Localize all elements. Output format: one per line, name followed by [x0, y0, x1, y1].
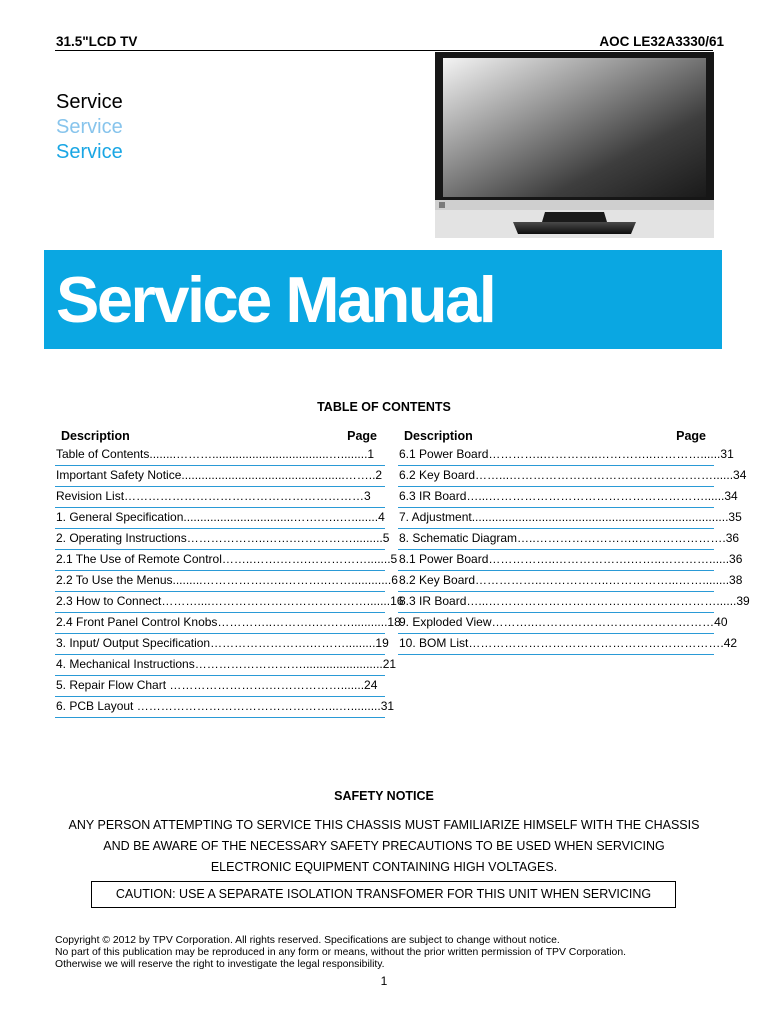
toc-entry[interactable]: 2.4 Front Panel Control Knobs…………..……….….……...........18: [55, 613, 385, 634]
safety-notice-body: [40, 815, 728, 878]
header-rule: [55, 50, 713, 51]
toc-entry[interactable]: 1. General Specification.................................…….…..…........4: [55, 508, 385, 529]
toc-entry[interactable]: 6.3 IR Board…...………………………………………………......34: [398, 487, 714, 508]
toc-entry[interactable]: 2.2 To Use the Menus.........…………….…..………..……............6: [55, 571, 385, 592]
toc-left-column: [55, 428, 404, 718]
caution-box: CAUTION: USE A SEPARATE ISOLATION TRANSFOMER FOR THIS UNIT WHEN SERVICING: [91, 881, 676, 908]
toc-entry[interactable]: Important Safety Notice.................................................……..2: [55, 466, 385, 487]
copyright-notice: [55, 935, 715, 970]
toc-right-header: [398, 428, 714, 445]
toc-entry[interactable]: 2. Operating Instructions………………..…….…………….........5: [55, 529, 385, 550]
safety-notice-title: SAFETY NOTICE: [334, 789, 434, 803]
toc-entry[interactable]: 8. Schematic Diagram…..……………………..………………….36: [398, 529, 714, 550]
toc-right-column: [398, 428, 750, 655]
toc-entry[interactable]: 6. PCB Layout …………………………………………...….........31: [55, 697, 385, 718]
toc-entry[interactable]: 7. Adjustment.............................................................................35: [398, 508, 714, 529]
safety-notice-line: ANY PERSON ATTEMPTING TO SERVICE THIS CHASSIS MUST FAMILIARIZE HIMSELF WITH THE CHASSIS: [68, 818, 700, 832]
toc-entry[interactable]: 9. Exploded View………..………………………………………40: [398, 613, 714, 634]
service-manual-banner: Service Manual: [44, 250, 722, 349]
toc-entry[interactable]: Table of Contents........………...................................…........1: [55, 445, 385, 466]
safety-notice-line: ELECTRONIC EQUIPMENT CONTAINING HIGH VOLTAGES.: [210, 860, 558, 874]
toc-entry[interactable]: 10. BOM List……………………………………………………….42: [398, 634, 714, 655]
toc-entry[interactable]: Revision List……………………………………………………3: [55, 487, 385, 508]
service-word-black: Service: [56, 91, 123, 113]
safety-notice-line: AND BE AWARE OF THE NECESSARY SAFETY PRECAUTIONS TO BE USED WHEN SERVICING: [103, 839, 665, 853]
copyright-line: Copyright © 2012 by TPV Corporation. All rights reserved. Specifications are subject to change without notice.: [55, 935, 560, 946]
toc-entry[interactable]: 2.3 How to Connect………....………………………………….......16: [55, 592, 385, 613]
toc-left-header: [55, 428, 385, 445]
toc-entry[interactable]: 6.2 Key Board……...……………………………………………......34: [398, 466, 714, 487]
toc-entry[interactable]: 4. Mechanical Instructions………………………........................21: [55, 655, 385, 676]
toc-entry[interactable]: 8.2 Key Board……………..……………..……………...……........38: [398, 571, 714, 592]
toc-right-description-header: Description: [404, 429, 473, 443]
page-number: 1: [380, 974, 388, 988]
toc-left-description-header: Description: [61, 429, 130, 443]
service-word-blue: Service: [56, 141, 123, 163]
service-word-lightblue: Service: [56, 116, 123, 138]
toc-title: TABLE OF CONTENTS: [317, 400, 451, 414]
lcd-tv-image: [435, 52, 714, 238]
toc-entry[interactable]: 3. Input/ Output Specification…………………….……….........19: [55, 634, 385, 655]
copyright-line: No part of this publication may be reproduced in any form or means, without the prior written permission of TPV Corporation.: [55, 946, 626, 958]
toc-right-page-header: Page: [676, 429, 706, 443]
header-model-number: AOC LE32A3330/61: [599, 34, 724, 49]
header-model-type: 31.5"LCD TV: [56, 34, 138, 49]
toc-left-page-header: Page: [347, 429, 377, 443]
toc-entry[interactable]: 8.1 Power Board……………..……………….……..…………......36: [398, 550, 714, 571]
toc-entry[interactable]: 8.3 IR Board…...…………………………………………………......39: [398, 592, 714, 613]
toc-entry[interactable]: 5. Repair Flow Chart …………………….……………….......24: [55, 676, 385, 697]
toc-entry[interactable]: 6.1 Power Board…………..…………..…………..…………......31: [398, 445, 714, 466]
toc-entry[interactable]: 2.1 The Use of Remote Control……..…….…….…………….......5: [55, 550, 385, 571]
copyright-line: Otherwise we will reserve the right to investigate the legal responsibility.: [55, 958, 385, 970]
